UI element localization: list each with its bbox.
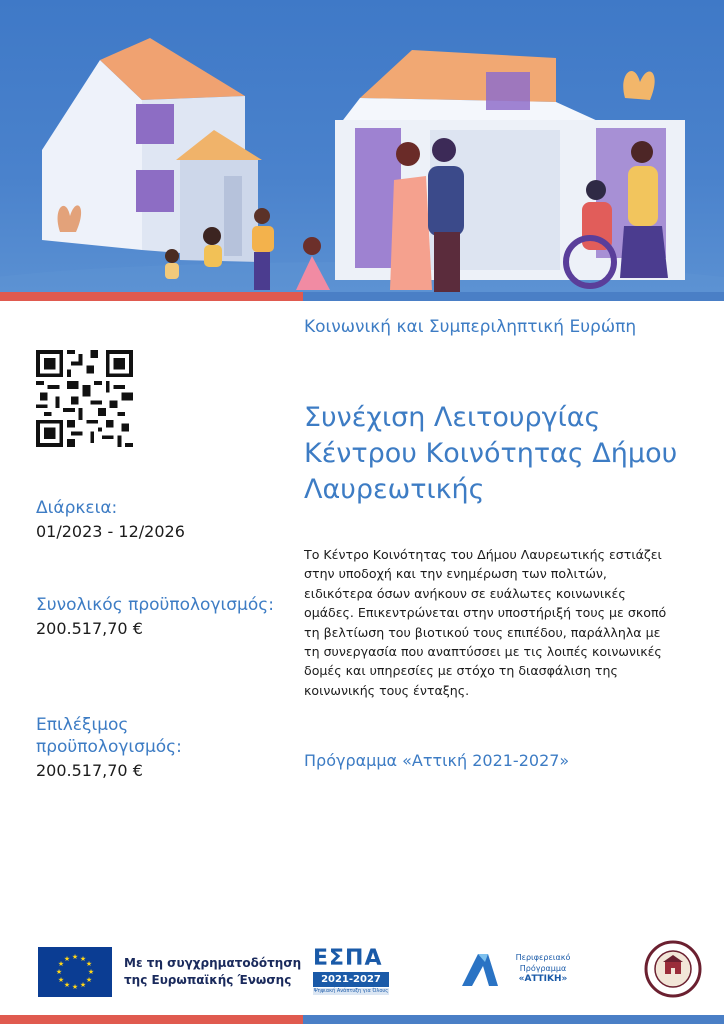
top-color-stripe <box>0 292 724 301</box>
total-budget-value: 200.517,70 € <box>36 619 143 638</box>
stripe-red <box>0 292 303 301</box>
duration-label: Διάρκεια: <box>36 498 118 518</box>
municipality-seal-icon <box>644 940 702 998</box>
eligible-budget-value: 200.517,70 € <box>36 761 143 780</box>
svg-text:★: ★ <box>71 953 79 961</box>
attiki-line1: Περιφερειακό <box>515 953 571 962</box>
svg-text:★: ★ <box>63 981 71 989</box>
project-description: Το Κέντρο Κοινότητας του Δήμου Λαυρεωτικής εστιάζει στην υποδοχή και την ενημέρωση των πολιτών, ειδικότερα όσων ανήκουν σε ευάλωτες κοινωνικές ομάδες. Επικεντρώνεται στην υποστήριξή τους με σκοπό τη βελτίωση του βιοτικού τους επιπέδου, παράλληλα με τη συνεργασία που αναπτύσσει με τις λοιπές κοινωνικές δομές και υπηρεσίες με στόχο τη διασφάλιση της κοινωνικής τους ένταξης. <box>304 547 667 698</box>
bottom-color-stripe <box>0 1015 724 1024</box>
program-title: Κοινωνική και Συμπεριληπτική Ευρώπη <box>304 317 637 337</box>
duration-value: 01/2023 - 12/2026 <box>36 522 185 541</box>
attiki-a-icon <box>458 950 502 990</box>
svg-text:★: ★ <box>63 955 71 963</box>
svg-text:★: ★ <box>71 983 79 991</box>
stripe-blue <box>303 1015 724 1024</box>
espa-tagline: Ψηφιακή Ανάπτυξη για Όλους <box>313 988 389 994</box>
eu-cofunding-text: Με τη συγχρηματοδότηση της Ευρωπαϊκής Ένωσης <box>124 956 302 987</box>
duration-block <box>36 497 276 543</box>
project-title: Συνέχιση Λειτουργίας Κέντρου Κοινότητας Δήμου Λαυρεωτικής <box>304 402 678 505</box>
eligible-budget-label: Επιλέξιμος προϋπολογισμός: <box>36 715 182 757</box>
attiki-line2: Πρόγραμμα <box>519 964 567 973</box>
program-name: Πρόγραμμα «Αττική 2021-2027» <box>304 751 570 770</box>
svg-text:★: ★ <box>57 976 65 984</box>
total-budget-label: Συνολικός προϋπολογισμός: <box>36 595 274 615</box>
eligible-budget-block <box>36 714 276 782</box>
attiki-name: «ΑΤΤΙΚΗ» <box>518 974 568 984</box>
svg-text:★: ★ <box>79 981 87 989</box>
svg-text:★: ★ <box>85 976 93 984</box>
svg-text:★: ★ <box>87 968 95 976</box>
svg-text:★: ★ <box>79 955 87 963</box>
svg-text:★: ★ <box>55 968 63 976</box>
eu-flag-icon <box>38 947 112 997</box>
attiki-program-logo <box>458 950 571 996</box>
espa-years: 2021-2027 <box>313 972 389 987</box>
svg-text:★: ★ <box>57 960 65 968</box>
svg-text:★: ★ <box>85 960 93 968</box>
total-budget-block <box>36 594 276 640</box>
stripe-blue <box>303 292 724 301</box>
qr-code[interactable] <box>36 350 133 447</box>
stripe-red <box>0 1015 303 1024</box>
community-illustration <box>0 0 724 292</box>
hero-illustration <box>0 0 724 292</box>
espa-logo <box>313 948 391 998</box>
attiki-text <box>508 952 578 985</box>
espa-brand: ΕΣΠΑ <box>313 946 383 971</box>
